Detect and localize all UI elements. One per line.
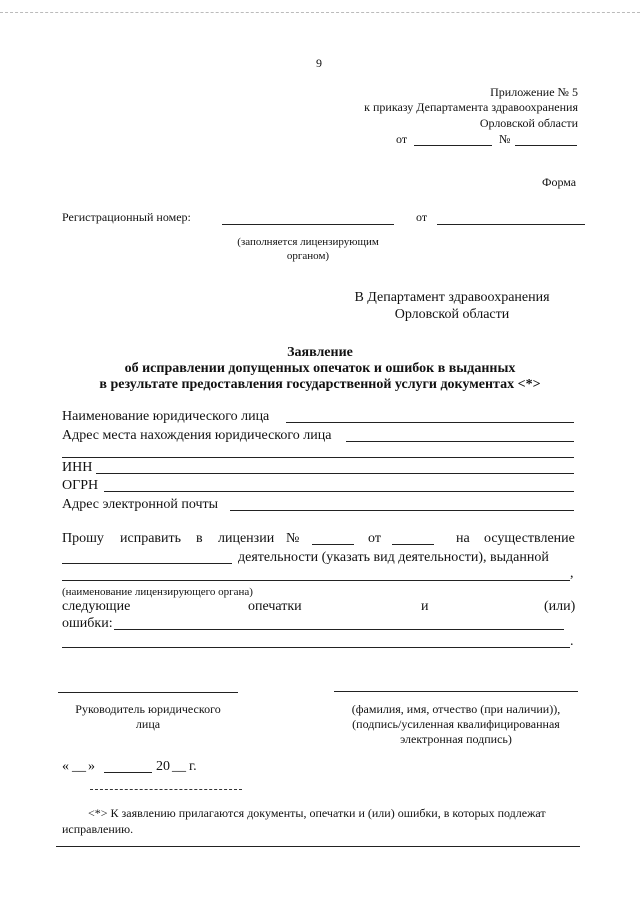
registration-label: Регистрационный номер: bbox=[62, 210, 191, 224]
field-inn-label: ИНН bbox=[62, 460, 93, 475]
request-activity-blank bbox=[62, 563, 232, 564]
registration-note-line1: (заполняется лицензирующим bbox=[237, 236, 379, 248]
errors-blank bbox=[114, 629, 564, 630]
document-title: Заявление bbox=[287, 345, 353, 360]
request-line2-text: деятельности (указать вид деятельности), выданной bbox=[238, 550, 549, 565]
appendix-date-blank bbox=[414, 145, 492, 146]
field-legal-address-blank bbox=[346, 441, 574, 442]
errors-label: ошибки: bbox=[62, 616, 113, 631]
field-legal-address-blank-2 bbox=[62, 457, 574, 458]
page-number: 9 bbox=[316, 56, 322, 70]
appendix-number-label: № bbox=[499, 132, 511, 146]
addressee-line1: В Департамент здравоохранения bbox=[354, 290, 550, 305]
request-s3: и bbox=[421, 599, 429, 614]
request-comma: , bbox=[570, 566, 574, 581]
date-year: 20 bbox=[156, 759, 170, 774]
field-ogrn-blank bbox=[104, 491, 574, 492]
field-ogrn-label: ОГРН bbox=[62, 478, 99, 493]
signature-left-blank bbox=[58, 692, 238, 693]
scan-edge-line bbox=[0, 12, 640, 13]
request-license-number-blank bbox=[312, 544, 354, 545]
date-day-blank: __ bbox=[72, 759, 86, 774]
request-word-1: Прошу bbox=[62, 531, 104, 546]
request-s2: опечатки bbox=[248, 599, 302, 614]
registration-date-blank bbox=[437, 224, 585, 225]
addressee-line2: Орловской области bbox=[394, 307, 510, 322]
request-word-2: исправить bbox=[120, 531, 182, 546]
signature-left-caption-2: лица bbox=[135, 717, 161, 731]
field-legal-name-blank bbox=[286, 422, 574, 423]
appendix-number-blank bbox=[515, 145, 577, 146]
date-month-blank bbox=[104, 772, 152, 773]
signature-right-blank bbox=[334, 691, 578, 692]
request-issuer-blank bbox=[62, 580, 570, 581]
registration-from-label: от bbox=[416, 210, 428, 224]
signature-right-caption-3: электронная подпись) bbox=[400, 732, 512, 746]
errors-period: . bbox=[570, 634, 574, 649]
document-subtitle-line2: в результате предоставления государственной услуги документах <*> bbox=[99, 377, 541, 392]
request-word-6: от bbox=[368, 531, 381, 546]
field-legal-name-label: Наименование юридического лица bbox=[62, 409, 270, 424]
footnote-line1: <*> К заявлению прилагаются документы, опечатки и (или) ошибки, в которых подлежат bbox=[88, 806, 546, 820]
field-email-label: Адрес электронной почты bbox=[62, 497, 219, 512]
footnote-line2: исправлению. bbox=[62, 822, 134, 836]
request-word-3: в bbox=[196, 531, 203, 546]
errors-blank-2 bbox=[62, 647, 570, 648]
request-word-8: осуществление bbox=[484, 531, 575, 546]
date-close-quote: » bbox=[88, 759, 95, 774]
registration-note-line2: органом) bbox=[286, 250, 330, 262]
signature-right-caption-1: (фамилия, имя, отчество (при наличии)), bbox=[351, 702, 561, 716]
document-subtitle-line1: об исправлении допущенных опечаток и ошибок в выданных bbox=[124, 361, 516, 376]
request-word-4: лицензии bbox=[218, 531, 275, 546]
request-word-5: № bbox=[286, 531, 300, 546]
licensing-authority-note: (наименование лицензирующего органа) bbox=[62, 586, 253, 598]
request-s1: следующие bbox=[62, 599, 131, 614]
field-inn-blank bbox=[96, 473, 574, 474]
request-word-7: на bbox=[456, 531, 470, 546]
appendix-title: Приложение № 5 bbox=[490, 85, 578, 99]
appendix-order: к приказу Департамента здравоохранения bbox=[364, 100, 578, 114]
signature-left-caption-1: Руководитель юридического bbox=[75, 702, 221, 716]
date-year-blank: __ bbox=[172, 759, 186, 774]
date-suffix: г. bbox=[189, 759, 197, 774]
registration-number-blank bbox=[222, 224, 394, 225]
field-legal-address-label: Адрес места нахождения юридического лица bbox=[62, 428, 332, 443]
request-license-date-blank bbox=[392, 544, 434, 545]
date-open-quote: « bbox=[62, 759, 69, 774]
form-label: Форма bbox=[542, 175, 577, 189]
footnote-bottom-rule bbox=[56, 846, 580, 847]
appendix-region: Орловской области bbox=[479, 116, 578, 130]
signature-right-caption-2: (подпись/усиленная квалифицированная bbox=[352, 717, 560, 731]
field-email-blank bbox=[230, 510, 574, 511]
footnote-separator bbox=[90, 789, 242, 790]
request-s4: (или) bbox=[544, 599, 576, 614]
appendix-from-label: от bbox=[396, 132, 408, 146]
